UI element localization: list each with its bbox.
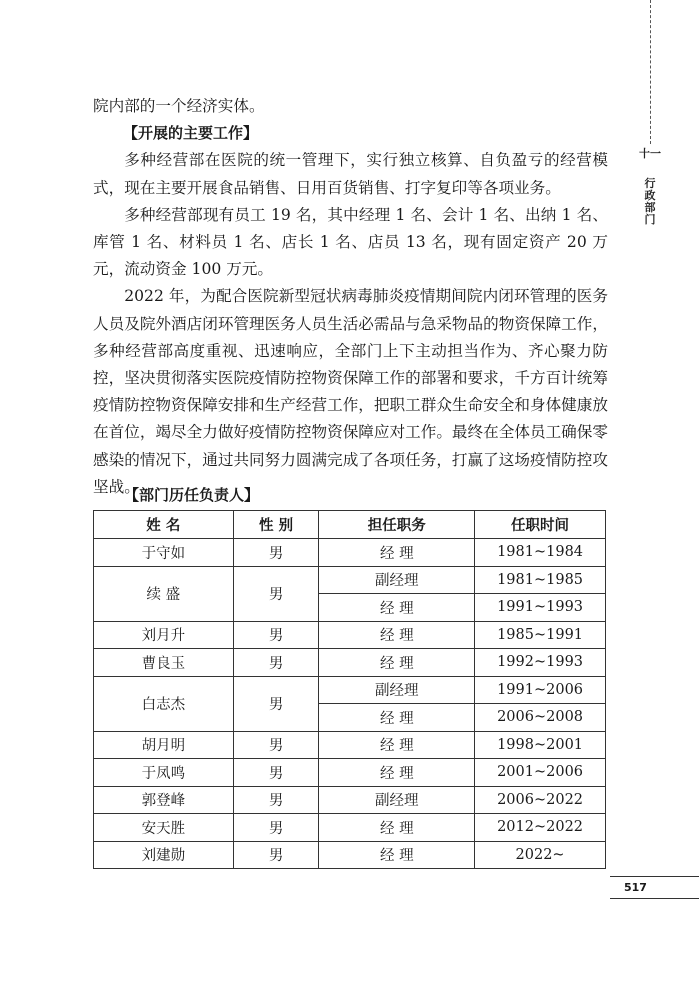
- paragraph: 多种经营部在医院的统一管理下，实行独立核算、自负盈亏的经营模式，现在主要开展食品销售、日用百货销售、打字复印等各项业务。: [93, 151, 608, 197]
- paragraph: 院内部的一个经济实体。: [93, 97, 265, 115]
- chapter-number: 十一: [639, 147, 661, 160]
- cell-position: 经 理: [319, 814, 475, 842]
- cell-tenure: 1992~1993: [475, 649, 606, 677]
- cell-position: 经 理: [319, 731, 475, 759]
- cell-name: 刘建勋: [94, 841, 234, 869]
- cell-gender: 男: [233, 841, 319, 869]
- cell-position: 经 理: [319, 621, 475, 649]
- footer-rule: [610, 876, 699, 877]
- section-name: 行 政 部 门: [644, 177, 656, 226]
- cell-gender: 男: [233, 814, 319, 842]
- header-position: 担任职务: [319, 511, 475, 539]
- cell-position: 副经理: [319, 786, 475, 814]
- table-row: [94, 841, 606, 869]
- cell-position: 经 理: [319, 594, 475, 622]
- cell-tenure: 1991~2006: [475, 676, 606, 704]
- table-title: 【部门历任负责人】: [124, 486, 260, 504]
- table-row: [94, 649, 606, 677]
- table-row: [94, 786, 606, 814]
- cell-gender: 男: [233, 786, 319, 814]
- cell-tenure: 1981~1984: [475, 539, 606, 567]
- table-row: [94, 731, 606, 759]
- cell-gender: 男: [233, 566, 319, 621]
- cell-name: 于守如: [94, 539, 234, 567]
- cell-name: 白志杰: [94, 676, 234, 731]
- paragraph: 多种经营部现有员工 19 名，其中经理 1 名、会计 1 名、出纳 1 名、库管 1 名、材料员 1 名、店长 1 名、店员 13 名，现有固定资产 20 万元，流动资金 100 万元。: [93, 205, 608, 279]
- table-row: [94, 676, 606, 704]
- paragraph: 2022 年，为配合医院新型冠状病毒肺炎疫情期间院内闭环管理的医务人员及院外酒店闭环管理医务人员生活必需品与急采物品的物资保障工作，多种经营部高度重视、迅速响应，全部门上下主动担当作为、齐心聚力防控，坚决贯彻落实医院疫情防控物资保障工作的部署和要求，千方百计统筹疫情防控物资保障安排和生产经营工作，把职工群众生命安全和身体健康放在首位，竭尽全力做好疫情防控物资保障应对工作。最终在全体员工确保零感染的情况下，通过共同努力圆满完成了各项任务，打赢了这场疫情防控攻坚战。: [93, 287, 608, 496]
- cell-tenure: 2022~: [475, 841, 606, 869]
- cell-position: 经 理: [319, 539, 475, 567]
- cell-gender: 男: [233, 539, 319, 567]
- cell-name: 曹良玉: [94, 649, 234, 677]
- cell-tenure: 1998~2001: [475, 731, 606, 759]
- header-tenure: 任职时间: [475, 511, 606, 539]
- cell-tenure: 2006~2022: [475, 786, 606, 814]
- cell-tenure: 2001~2006: [475, 759, 606, 787]
- page-number: 517: [624, 881, 647, 894]
- cell-gender: 男: [233, 621, 319, 649]
- cell-position: 经 理: [319, 649, 475, 677]
- section-heading: 【开展的主要工作】: [123, 124, 259, 143]
- cell-position: 经 理: [319, 841, 475, 869]
- table-header-row: [94, 511, 606, 539]
- table-row: [94, 566, 606, 594]
- cell-gender: 男: [233, 649, 319, 677]
- cell-position: 经 理: [319, 704, 475, 732]
- body-text: [93, 93, 608, 501]
- cell-name: 胡月明: [94, 731, 234, 759]
- cell-position: 副经理: [319, 676, 475, 704]
- cell-tenure: 1991~1993: [475, 594, 606, 622]
- cell-name: 续 盛: [94, 566, 234, 621]
- cell-tenure: 2006~2008: [475, 704, 606, 732]
- table-row: [94, 539, 606, 567]
- cell-gender: 男: [233, 759, 319, 787]
- cell-position: 经 理: [319, 759, 475, 787]
- table-row: [94, 814, 606, 842]
- chapter-tab: [639, 148, 661, 226]
- table-row: [94, 759, 606, 787]
- table-row: [94, 621, 606, 649]
- cell-tenure: 1985~1991: [475, 621, 606, 649]
- cell-gender: 男: [233, 731, 319, 759]
- table-body: [94, 539, 606, 869]
- cell-name: 于凤鸣: [94, 759, 234, 787]
- cell-name: 郭登峰: [94, 786, 234, 814]
- cell-tenure: 1981~1985: [475, 566, 606, 594]
- cell-name: 安天胜: [94, 814, 234, 842]
- cell-tenure: 2012~2022: [475, 814, 606, 842]
- cell-gender: 男: [233, 676, 319, 731]
- leaders-table: [93, 510, 606, 869]
- side-dashed-line: [650, 0, 651, 144]
- header-name: 姓 名: [94, 511, 234, 539]
- cell-position: 副经理: [319, 566, 475, 594]
- cell-name: 刘月升: [94, 621, 234, 649]
- header-gender: 性 别: [233, 511, 319, 539]
- footer-rule: [610, 898, 699, 899]
